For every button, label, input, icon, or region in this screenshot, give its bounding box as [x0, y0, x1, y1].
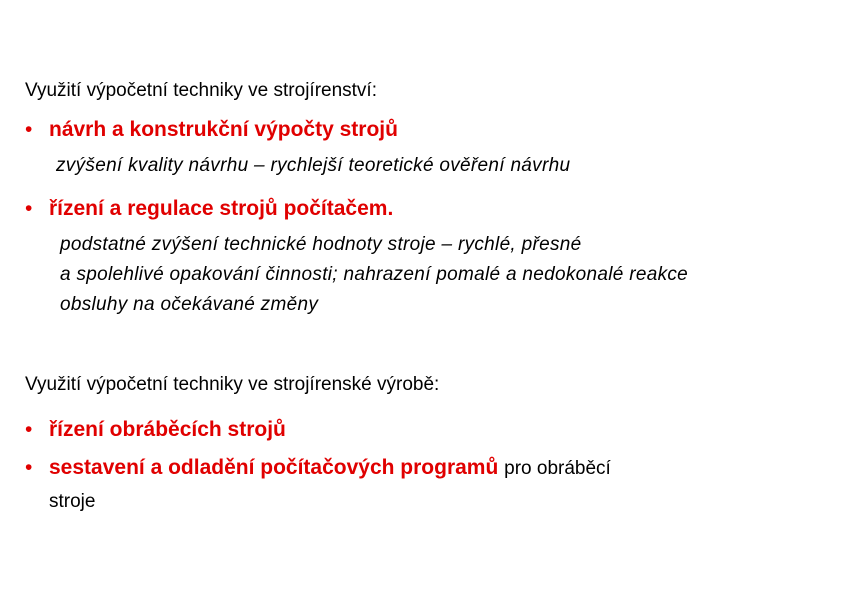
bullet-icon: • [25, 118, 33, 141]
bullet-icon: • [25, 418, 33, 441]
item-detail: podstatné zvýšení technické hodnoty stroje – rychlé, přesné [60, 234, 582, 255]
item-detail: a spolehlivé opakování činnosti; nahrazení pomalé a nedokonalé reakce [60, 264, 689, 285]
item-title: sestavení a odladění počítačových programů [49, 456, 499, 479]
list-item [25, 456, 611, 480]
section1-heading: Využití výpočetní techniky ve strojírenství: [25, 80, 377, 101]
item-continuation: stroje [49, 491, 96, 512]
bullet-icon: • [25, 197, 33, 220]
item-suffix: pro obráběcí [504, 458, 611, 479]
list-item [25, 418, 286, 442]
item-title: návrh a konstrukční výpočty strojů [49, 118, 398, 141]
bullet-icon: • [25, 456, 33, 479]
item-detail: obsluhy na očekávané změny [60, 294, 319, 315]
list-item [25, 118, 398, 142]
section2-heading: Využití výpočetní techniky ve strojírenské výrobě: [25, 374, 440, 395]
item-title: řízení obráběcích strojů [49, 418, 286, 441]
item-detail: zvýšení kvality návrhu – rychlejší teoretické ověření návrhu [56, 155, 571, 176]
list-item [25, 197, 393, 221]
item-title: řízení a regulace strojů počítačem. [49, 197, 394, 220]
